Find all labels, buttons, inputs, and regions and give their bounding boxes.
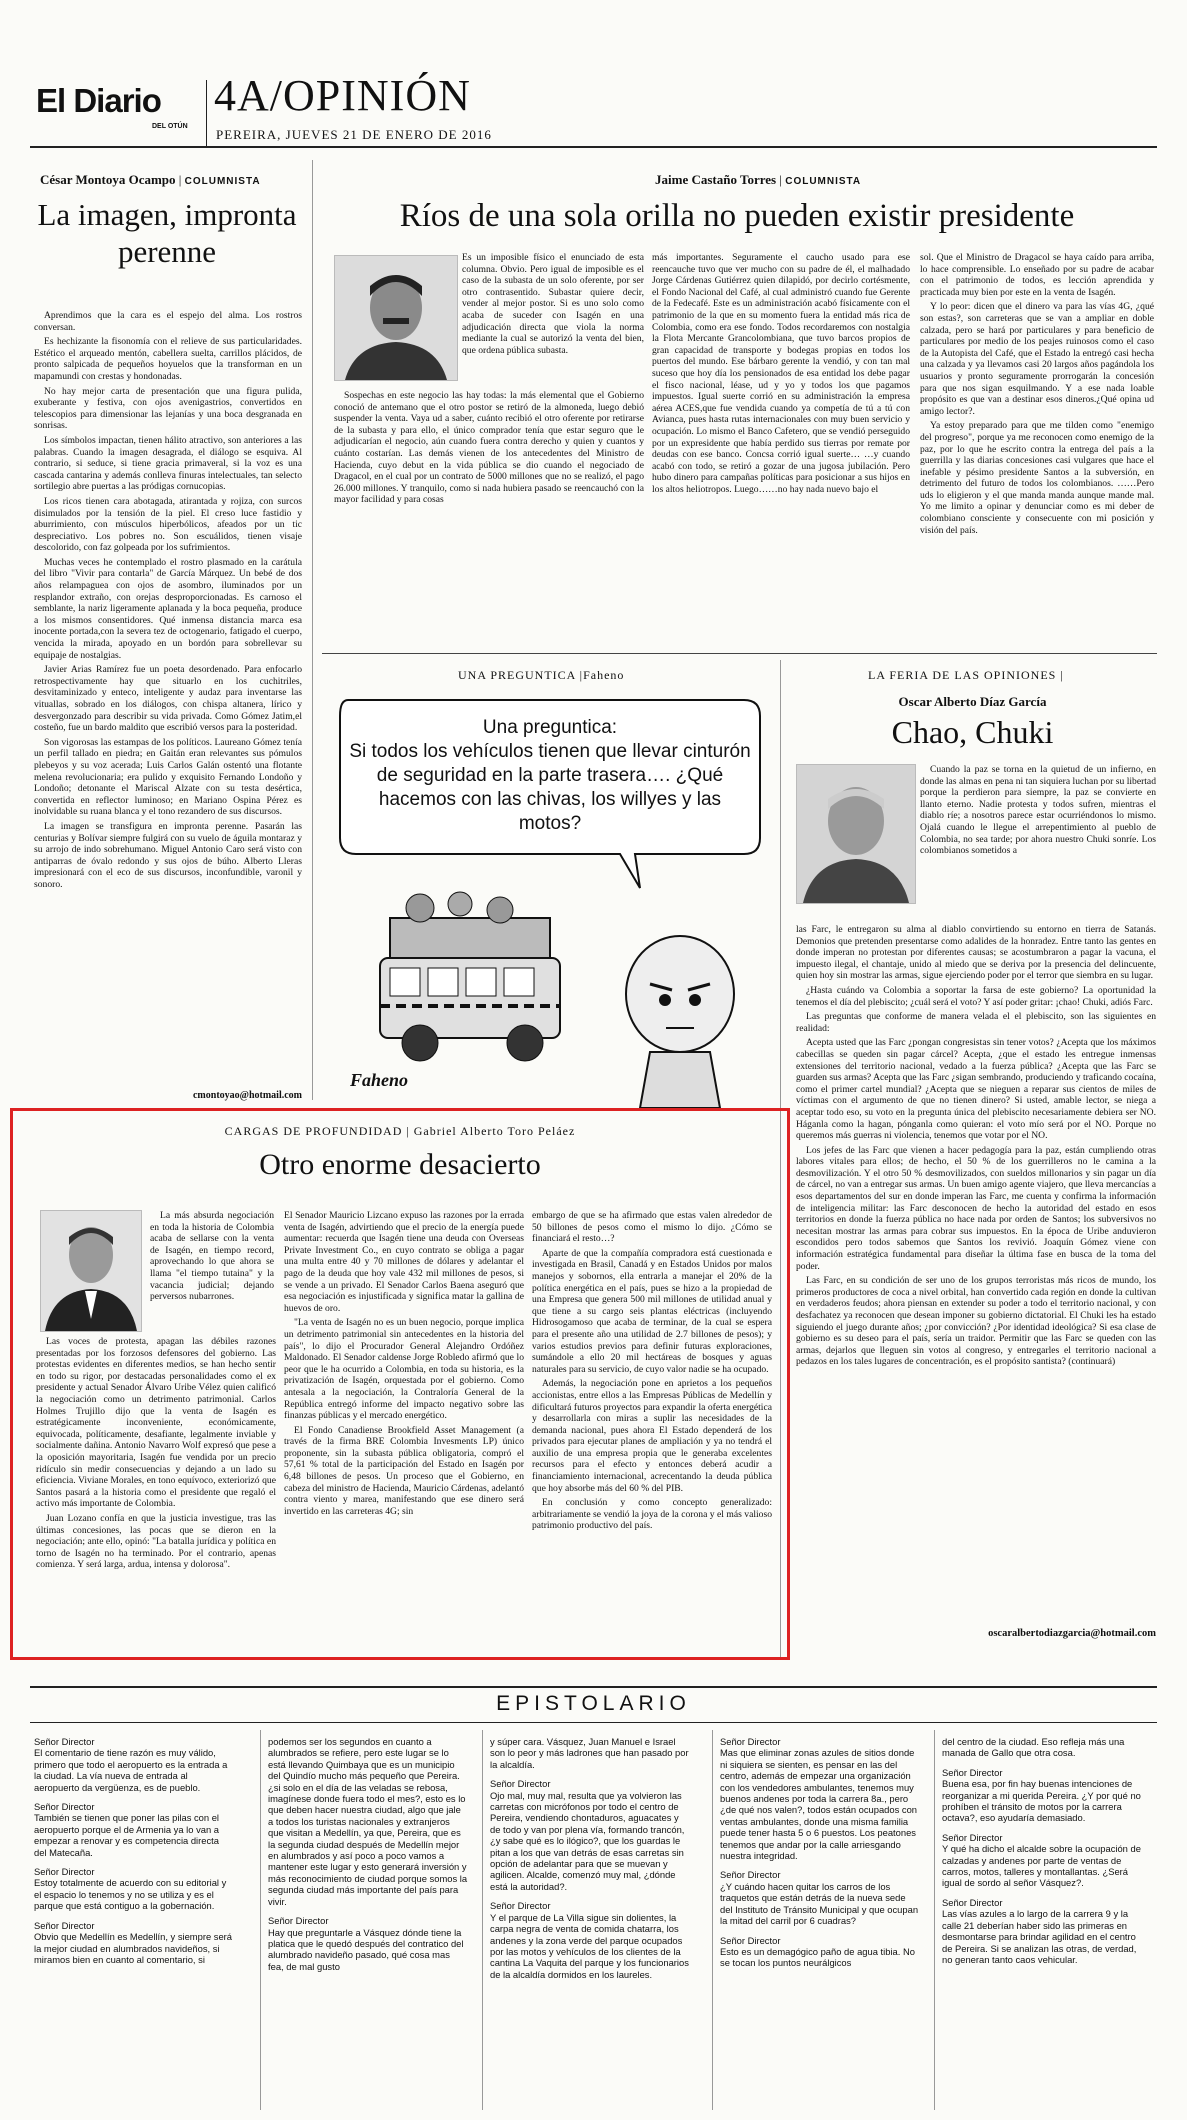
col2-body-b [334,390,644,640]
letter-salutation: Señor Director [720,1869,781,1881]
letter-salutation: Señor Director [942,1896,1003,1908]
col1-p4: Los símbolos impactan, tienen hálito atractivo, son anteriores a las palabras. Cuando la imagen desagrada, el diálogo se esquiva. Al contrario, si seduce, si tiene gracia primaveral, si la voz es una cascada cantarina y además conlleva finuras intelectuales, tan selecto sortilegio abre puertas a las pródigas cornucopias. [34,434,302,493]
feria-p7: Las Farc, en su condición de ser uno de los grupos terroristas más ricos de mundo, los primeros productores de coca a nivel orbital, han convertido cada región en donde la cultivan en verdaderos feudos; ahora piensan en extender su poder a todo el territorio nacional, y con desfachatez ya reconocen que desean imponer su gobierno dictatorial. El Chuki les ha estado siguiendo el juego durante años; ¿por convicción? ¿Por identidad ideológica? Si esa clase de gobierno es su deseo para el país, sería un traidor. Permitir que las Farc se queden con las armas, dejarlos que lleguen sin votos al congreso, y entregarles el territorio nacional a pedazos en los tales lugares de concentración, es el propósito santista? (continuará) [796,1275,1156,1368]
col2-role: COLUMNISTA [785,176,862,187]
feria-body-a [920,764,1156,924]
feria-headline: Chao, Chuki [891,714,1054,750]
letter-salutation: Señor Director [268,1915,329,1927]
cartoon-signature: Faheno [350,1070,409,1090]
col1-p7: Javier Arias Ramírez fue un poeta desordenado. Para enfocarlo retrospectivamente hay que situarlo en los cuchitriles, desvitaminizado y enteco, inteligente y audaz para inventarse las vituallas, sobrado en los diálogos, con chispa altanera, lírico y desvergonzado para describir su vida privada. Como Gómez Jatim,el costeño, fue un bardo maldito que escribió versos para la posteridad. [34,664,302,734]
col1-email: cmontoyao@hotmail.com [192,1090,302,1101]
feria-p5: Acepta usted que las Farc ¿pongan congresistas sin tener votos? ¿Acepta que los máximos cabecillas se queden sin pagar cárcel? Acepta, ¿que el estado les entregue inmensas extensiones del territorio nacional, vedado a la fuerza pública? ¿Acepta que las Farc se guarden sus armas? Acepta que las Farc ¿sigan sembrando, produciendo y traficando cocaína, como el primer cartel mundial? ¿Acepta que se nieguen a reparar sus cientos de miles de víctimas con el argumento de que no tienen dinero? Si usted, amable lector, se niega a aceptar todo eso, su voto en la pregunta única del plebiscito necesariamente debiera ser NO. Háganla como la hagan, pónganla como quieran: el voto mío será por el NO. Porque no queremos más guerras ni violencia, tenemos que votar por el NO. [796,1037,1156,1142]
feria-p1: Cuando la paz se torna en la quietud de un infierno, en donde las almas en pena ni tan siquiera luchan por su libertad porque la perdieron para siempre, la paz se convierte en llanto eterno. Nadie protesta y todos sufren, mientras el diablo ríe; a nosotros parece estar ocurriéndonos lo mismo. Ojalá cuando le llegue el arrepentimiento al pueblo de Colombia, no sea tarde; por ahora nuestro Chuki sonríe. Los colombianos sometidos a [920,764,1156,857]
cargas-body-c [284,1210,524,1654]
letter-text: Hay que preguntarle a Vásquez dónde tiene la platica que le quedó después del contratico del alumbrado navideño pasado, qué cosa mas fea, de mal gusto [268,1926,464,1972]
letter-salutation: Señor Director [942,1831,1003,1843]
col1-p9: La imagen se transfigura en impronta perenne. Pasarán las centurias y Bolívar siempre fulgirá con su vuelo de águila montaraz y su arrojo de indo sobrehumano. Miguel Antonio Caro será visto con antiparras de óvalo redondo y sus ojos de búho. Alberto Lleras impresionará con el eco de sus discursos, inconfundible, varonil y sonoro. [34,820,302,890]
col2-byline: Jaime Castaño Torres | COLUMNISTA [655,172,862,187]
cargas-p8: Aparte de que la compañía compradora está cuestionada e investigada en Brasil, Canadá y en Estados Unidos por malos manejos y sobornos, ella entrarla a manejar el 20% de la política energética en el país, pues se hizo a la propiedad de una Empresa que genera 500 mil millones de utilidad anual y que tiene a su cargo seis plantas eléctricas (incluyendo Hidrosogamoso que acaba de terminar, de la cual se espera para el presente año una utilidad de 2.7 billones de pesos); y varios estudios previos para definir futuras exploraciones, sumándole a ello 20 mil hectáreas de bosques y aguas naturales para su servicio, de cuyo valor nadie se ha ocupado. [532,1247,772,1375]
letter-text: Ojo mal, muy mal, resulta que ya volvieron las carretas con micrófonos por todo el centro de Pereira, vendiendo chontaduros, aguacates y de todo y van por plena vía, formando trancón, ¿y sabe qué es lo ilógico?, que los guardas le pitan a los que van detrás de esas carretas sin opción de adelantar para que se muevan y agilicen. Alcalde, comenzó muy mal, ¿dónde está la autoridad?. [490,1789,685,1892]
cargas-p6: El Fondo Canadiense Brookfield Asset Management (a través de la firma BRE Colombia Invesments LP) único proponente, sin la subasta pública obligatoria, compró el 57,61 % total de la participación del Estado en Isagén por 6,48 billones de pesos. Un proceso que el Gobierno, en cabeza del ministro de Hacienda, Mauricio Cárdenas, adelantó contra viento y marea, manifestando que ese dinero será invertido en las carreteras 4G; sin [284,1424,524,1517]
col1-author: César Montoya Ocampo [40,172,176,187]
cargas-body-a [150,1210,274,1334]
col1-p6: Muchas veces he contemplado el rostro plasmado en la carátula del libro "Vivir para contarla" de García Márquez. Un bebé de dos años relampaguea con ojos de asombro, iluminados por un resplandor extraño, con orejas desproporcionadas. Es carnoso el semblante, la nariz ligeramente aplanada y la boca pequeña, produce a los mismos consentidores. Qué inmensa distancia marca esa inocente portada,con la severa tez de octogenario, fatigado el cuerpo, vencida la mirada, apoyado en un bordón para sobrellevar su equipaje de nostalgias. [34,556,302,661]
epistolario-col-3 [490,1736,690,1980]
feria-author-photo [796,764,916,904]
letter-text: Estoy totalmente de acuerdo con su editorial y el espacio lo tenemos y no se utiliza y es el parque que está contiguo a la gobernación. [34,1877,227,1912]
cargas-p3: Juan Lozano confía en que la justicia investigue, tras las últimas concesiones, las pocas que se dieron en la negociación; ante ello, opinó: "La batalla jurídica y política en torno de Isagén no ha terminado. Por el contrario, apenas comienza. Y será larga, ardua, intensa y dolorosa". [36,1512,276,1571]
col1-p5: Los ricos tienen cara abotagada, atirantada y rojiza, con surcos disimulados por la tensión de la piel. El creso luce fastidio y aburrimiento, con músculos hiperbólicos, afeados por un tic despreciativo. Los pobres no. Son escuálidos, tienen visaje descolorido, con faz golpeada por los sufrimientos. [34,495,302,554]
feria-p6: Los jefes de las Farc que vienen a hacer pedagogía para la paz, están cumpliendo otras labores vitales para ellos; de hecho, el 50 % de los guerrilleros no le camina a la desmovilización. Y el otro 50 % desmovilizados, con sueldos millonarios y sin pagar un día de cárcel, no van a entregar sus armas. Un buen amigo agente viajero, que lleva mercancías a esos departamentos del sur en donde imperan las Farc, me cuenta y confirma la información de inteligencia militar: las Farc desconocen de hecho la autoridad del estado en esos territorios en donde la fuerza pública no hace nada por orden de Santos; los subversivos no necesitan mostrar las armas para cobrar sus impuestos. En la época de Uribe anduvieron escondidos pero todos sabemos que Santos los revivió. Joaquín Gómez viene con información estratégica fundamental para diseñar la última fase en busca de la toma del poder. [796,1144,1156,1272]
letter-salutation: Señor Director [34,1919,95,1931]
portrait-icon [335,256,457,380]
col2-body-c [652,252,910,640]
cargas-body-d [532,1210,772,1654]
letter-text: Y qué ha dicho el alcalde sobre la ocupación de calzadas y andenes por parte de ventas de carros, motos, talleres y montallantas. ¿Será igual de sordo al señor Vásquez?. [942,1843,1141,1889]
letter-text: Mas que eliminar zonas azules de sitios donde ni siquiera se sienten, es pensar en las del centro, además de empezar una organización con los vendedores ambulantes, tenemos muy buenos andenes por toda la carrera 8a., pero ¿de qué nos valen?, todos están ocupados con ventas ambulantes, donde una misma familia puede tener hasta 5 o 6 puestos. Los peatones tenemos que andar por la calle arriesgando nuestra integridad. [720,1747,918,1862]
cartoon-label: UNA PREGUNTICA |Faheno [458,668,625,682]
letter-text: Buena esa, por fin hay buenas intenciones de reorganizar a mi querida Pereira. ¿Y por qué no prohíben el tránsito de motos por la carrera octava?, eso ayudaría demasiado. [942,1778,1141,1824]
letter-text: podemos ser los segundos en cuanto a alumbrados se refiere, pero este lugar se lo está llevando Quimbaya que es un municipio del Quindío mucho más pequeño que Pereira. ¿si solo en el día de las veladas se rebosa, imagínese donde fuera todo el mes?, esto es lo que deben hacer nuestra ciudad, algo que jale a todos los turistas nacionales y extranjeros que visitan a Medellín, ya que, Pereira, que es la segunda ciudad después de Medellín mejor en alumbrados y así poco a poco vamos a mantener este lugar y esto generará inversión y más reconocimiento de ciudad porque somos la segunda ciudad más importante del país para vivir. [268,1736,468,1907]
cargas-headline: Otro enorme desacierto [259,1148,541,1181]
letter-text: y súper cara. Vásquez, Juan Manuel e Israel son lo peor y más ladrones que han pasado por la alcaldía. [490,1736,689,1770]
col1-body [34,310,302,1102]
col2-p6: Ya estoy preparado para que me tilden como "enemigo del progreso", porque ya me reconocen como enemigo de la paz, por lo que he escrito contra la entrega del país a la guerrilla y las diarias concesiones casi vulgares que hace el inefable y pésimo presidente Santos a la subversión, en detrimento del futuro de todos los colombianos. ……Pero uds lo eligieron y el que manda manda aunque mande mal. Yo me limito a opinar y denunciar como es mi deber de colombiano consciente y consecuente con mi posición y visión del país. [920,420,1154,536]
col2-p2: Sospechas en este negocio las hay todas: la más elemental que el Gobierno conoció de antemano que el otro postor se retiró de la almoneda, luego debió suspender la venta. Vaya ud a saber, cuánto recibió el otro oferente por retirarse de la subasta y para ello, el único comprador tenía que estar seguro que le adjudicarían el negocio, aún cuando fuera contra derecho y quien y cuantos y cuánto costarían. Las demás vienen de los antecedentes del Ministro de Hacienda, cuyo debut en la vida pública se dio cuando el negociado de Dragacol, en el cual por un contrato de 5000 millones que no se realizó, el pago 26.000 millones. Y tranquilo, como si nada hubiera pasado se reencauchó con la mayor facilidad y para cosas [334,390,644,506]
epistolario-col-2 [268,1736,468,1972]
letter-salutation: Señor Director [942,1766,1003,1778]
letter-text: Obvio que Medellín es Medellín, y siempre será la mejor ciudad en alumbrados navideños, si miramos bien en cuanto al comentario, si [34,1931,233,1965]
cargas-p7: embargo de que se ha afirmado que estas valen alrededor de 50 billones de pesos como el mismo lo dijo. ¿Cómo se financiará el resto…? [532,1210,772,1245]
newspaper-logo: El Diario [36,82,161,119]
letter-salutation: Señor Director [34,1736,95,1747]
letter-text: Y el parque de La Villa sigue sin dolientes, la carpa negra de venta de comida chatarra, los andenes y la zona verde del parque ocupados por las motos y vehículos de los clientes de la cantina La Vaquita del parque y los funcionarios de la alcaldía dormidos en los laureles. [490,1911,689,1980]
cargas-p2: Las voces de protesta, apagan las débiles razones presentadas por los forzosos defensores del gobierno. Las protestas evidentes en diferentes medios, se han hecho sentir en todo su rigor, por destacadas personalidades como el ex presidente y actual Senador Álvaro Uribe Vélez quien calificó la negociación como un detrimento patrimonial. Carlos Holmes Trujillo dijo que la venta de Isagén es estratégicamente inconveniente, económicamente, equivocada, políticamente, desafiante, legalmente inviable y socialmente dañina. Antonio Navarro Wolf expresó que pese a la oposición mayoritaria, Isagén fue vendida por un precio ridículo sin medir consecuencias y dejando a un lado su eficiencia. Viviane Morales, en tono equívoco, exteriorizó que Santos pasará a la historia como el presidente que regaló el activo más importante de Colombia. [36,1336,276,1510]
col1-byline: César Montoya Ocampo | COLUMNISTA [40,172,261,187]
col2-body-a [462,252,644,389]
dateline: PEREIRA, JUEVES 21 DE ENERO DE 2016 [216,127,492,142]
col1-p8: Son vigorosas las estampas de los políticos. Laureano Gómez tenía un perfil tallado en piedra; en Gaitán eran relevantes sus pómulos plebeyos y su voz acerada; Luis Carlos Galán ostentó una flotante melena revolucionaria; era pulido y exquisito Fernando Londoño y Londoño; detonante el Mariscal Alzate con su testa desértica, convertida en reflector luminoso; en Mariano Ospina Pérez es inolvidable su ruana blanca y el tono rezandero de sus discursos. [34,736,302,818]
letter-text: ¿Y cuándo hacen quitar los carros de los traquetos que están detrás de la nueva sede del Instituto de Tránsito Municipal y que ocupan la mitad del carril por 6 cuadras? [720,1880,919,1927]
cartoon [330,688,770,1108]
col2-headline: Ríos de una sola orilla no pueden existir presidente [399,198,1075,234]
epistolario-col-1 [34,1736,234,1965]
feria-email: oscaralbertodiazgarcia@hotmail.com [988,1628,1156,1639]
feria-body-b [796,924,1156,1624]
epistolario-col-5 [942,1736,1142,1965]
col2-body-d [920,252,1154,640]
feria-label: LA FERIA DE LAS OPINIONES | [868,668,1064,682]
cargas-p10: En conclusión y como concepto generalizado: arbitrariamente se vendió la joya de la corona y el más valioso patrimonio productivo del país. [532,1497,772,1532]
col1-p2: Es hechizante la fisonomía con el relieve de sus particularidades. Estético el arqueado mentón, cabellera suelta, carrillos plácidos, de pronto salpicada de pequeños hoyuelos que la transforman en un mapamundi con crestas y hondonadas. [34,336,302,382]
col1-p1: Aprendimos que la cara es el espejo del alma. Los rostros conversan. [34,310,302,333]
col2-p5: Y lo peor: dicen que el dinero va para las vías 4G, ¿qué son estas?, son carreteras que se van a ampliar en doble calzada, pero se hará por particulares y para beneficio de particulares por medio de los peajes ruinosos como el caso de la Autopista del Café, que el Estado la entregó casi hecha una calzada y ya llevamos casi 20 largos años pagándola los usuarios y pronto seguramente prorrogarán la concesión para que nos sigan esquilmando. Y a ese nada loable propósito es que van a destinar esos dineros.¿Qué opina ud amigo lector?. [920,301,1154,417]
letter-salutation: Señor Director [34,1866,95,1878]
newspaper-logo-sub: DEL OTÚN [152,123,188,130]
masthead [30,71,1157,148]
cargas-author-photo [40,1210,142,1332]
feria-p4: Las preguntas que conforme de manera velada el el plebiscito, son las siguientes en realidad: [796,1011,1156,1034]
letter-salutation: Señor Director [720,1934,781,1946]
col2-p4: sol. Que el Ministro de Dragacol se haya caído para arriba, lo hace comprensible. Lo enseñado por su padre de acabar con el patrimonio de todos, es lección aprendida y practicada muy bien por este en la venta de Isagén. [920,252,1154,298]
col1-headline: La imagen, impronta perenne [37,197,297,269]
epistolario-title: EPISTOLARIO [496,1692,691,1715]
letter-text: También se tienen que poner las pilas con el aeropuerto porque el de Armenia ya lo van a empezar a renovar y es competencia directa del Matecaña. [34,1812,220,1858]
feria-author: Oscar Alberto Díaz García [898,694,1047,709]
col1-role: COLUMNISTA [184,176,261,187]
letter-text: Esto es un demagógico paño de agua tibia. No se tocan los puntos neurálgicos [720,1945,915,1969]
cargas-p4: El Senador Mauricio Lizcano expuso las razones por la errada venta de Isagén, advirtiendo que el precio de la energía puede aumentar: recuerda que Isagén tiene una deuda con Overseas Private Investment Co., en cuyo contrato se obliga a pagar una multa entre 40 y 70 millones de dólares y adelantar el pago de la deuda que hoy vale 432 mil millones de pesos, si se vende a un privado. El Senador Carlos Baena aseguró que esa negociación es injustificada y significa matar la gallina de huevos de oro. [284,1210,524,1314]
cartoon-bubble-text: Una preguntica: Si todos los vehículos tienen que llevar cinturón de seguridad en la parte trasera…. ¿Qué hacemos con las chivas, los willyes y las motos? [349,717,751,834]
cargas-label: CARGAS DE PROFUNDIDAD | Gabriel Alberto Toro Peláez [224,1124,576,1138]
portrait-icon [41,1211,141,1331]
feria-p2: las Farc, le entregaron su alma al diablo convirtiendo su entorno en tierra de Satanás. Demonios que pretenden presentarse como adalides de la honradez. Entre tanto las gentes en donde imperan no protestan por diferentes causas; se acostumbraron a pagar la vacuna, el impuesto ilegal, el chantaje, unido al miedo que se deriva por la presencia del delincuente, quien hoy sin mostrar las armas, sigue ejerciendo poder por el terror que siembra en su lugar. [796,924,1156,982]
letter-text: del centro de la ciudad. Eso refleja más una manada de Gallo que otra cosa. [942,1736,1125,1759]
col2-p1: Es un imposible físico el enunciado de esta columna. Obvio. Pero igual de imposible es el caso de la subasta de un solo oferente, por ser otro contrasentido. Subastar quiere decir, vender al mejor postor. Si es uno solo como acaba de suceder con Isagén en una adjudicación directa que viola la norma mediante la cual se autorizó la venta del bien, que ordena pública subasta. [462,252,644,356]
col2-author-photo [334,255,458,381]
feria-p3: ¿Hasta cuándo va Colombia a soportar la farsa de este gobierno? La oportunidad la tenemos el día del plebiscito; ¿cuál será el voto? Y así poder gritar: ¡chao! Chuki, adiós Farc. [796,984,1156,1008]
col1-p3: No hay mejor carta de presentación que una figura pulida, exuberante y festiva, con ojos avenigastrios, convertidos en telescopios para dimensionar las lejanías y una boca desgranada en sonrisas. [34,385,302,432]
cargas-p1: La más absurda negociación en toda la historia de Colombia acaba de sellarse con la venta de Isagén, en tiempo record, aprovechando lo que ahora se llama "el tiempo tutaina" y la vacancia judicial; dejando perversos nubarrones. [150,1210,274,1303]
cargas-p5: "La venta de Isagén no es un buen negocio, porque implica un detrimento patrimonial sin antecedentes en la historia del país", lo dijo el Procurador General Alejandro Ordóñez Maldonado. El Senador caldense Jorge Robledo afirmó que lo peor que le ha ocurrido a Colombia, en toda su historia, es la privatización de Isagén, orquestada por el gobierno. Como antesala a la negociación, la Contraloría General de la República entregó informe del impacto negativo sobre las finanzas públicas y el mercado energético. [284,1317,524,1422]
letter-salutation: Señor Director [490,1778,551,1790]
letter-text: El comentario de tiene razón es muy válido, primero que todo el aeropuerto es la entrada a la ciudad. La vía nueva de entrada al aeropuerto da vergüenza, es de pueblo. [34,1747,228,1793]
cargas-body-b [36,1336,276,1654]
col2-p3: más importantes. Seguramente el caucho usado para ese reencauche tuvo que ver mucho con su padre de él, el malhadado Jorge Cárdenas Gutiérrez quien dilapidó, por decirlo cortésmente, el Fondo Nacional del Café, al cual administró cuando fue Gerente de la Fedecafé. Este es un administración acabó físicamente con el patrimonio de la que en su momento fuera la entidad más rica de Colombia, como era ese fondo. Todos recordaremos con nostalgia la Flota Mercante Grancolombiana, que tuvo barcos propios de gran capacidad de transporte y bodegas propias en todos los puertos del mundo. Ese bárbaro gerente la vendió, y con tan mal suceso que hoy día los pensionados de esa entidad los debe pagar el fisco nacional, léase, ud y yo y todos los que pagamos impuestos. Igual suerte corrió en su administración la empresa aérea ACES,que fue vendida cuando ya competía de tú a tú con Avianca, pues hasta rutas internacionales con muy buen servicio y ocupación. Lo mismo el Banco Cafetero, que se vendió perseguido por un expresidente que había perdido sus tierras por remate por deudas con ese banco. Concsa corrió igual suerte… …y cuando acabó con todo, se retiró a gozar de una jugosa jubilación. Pero hubo dinero para campañas políticas para posicionar a sus hijos en los altos heliotropos. Luego……no hay nada nuevo bajo el [652,252,910,495]
epistolario-col-4 [720,1736,920,1969]
letter-salutation: Señor Director [34,1801,95,1813]
letter-text: Las vías azules a lo largo de la carrera 9 y la calle 21 deberían haber sido las primeras en desmontarse para brindar agilidad en el centro de Pereira. Si se analizan las otras, de verdad, no generan tanto caos vehicular. [942,1908,1137,1965]
col2-author: Jaime Castaño Torres [655,172,777,187]
letter-salutation: Señor Director [720,1736,781,1747]
portrait-icon [797,765,915,903]
cargas-p9: Además, la negociación pone en aprietos a los pequeños accionistas, entre ellos a las Empresas Públicas de Medellín y dificultará futuros proyectos para expandir la oferta energética y desarrollarla con miras a suplir las necesidades de la demanda nacional, pues ahora El Estado dependerá de los privados para ejecutar planes de ampliación y ya no tendrá el auxilio de una empresa propia que le generaba excelentes recursos para el efecto y entonces deberá acudir a financiamiento internacional, acrecentando la deuda pública que hoy absorbe más del 60 % del PIB. [532,1378,772,1494]
section-title: 4A/OPINIÓN [214,71,471,120]
letter-salutation: Señor Director [490,1900,551,1912]
